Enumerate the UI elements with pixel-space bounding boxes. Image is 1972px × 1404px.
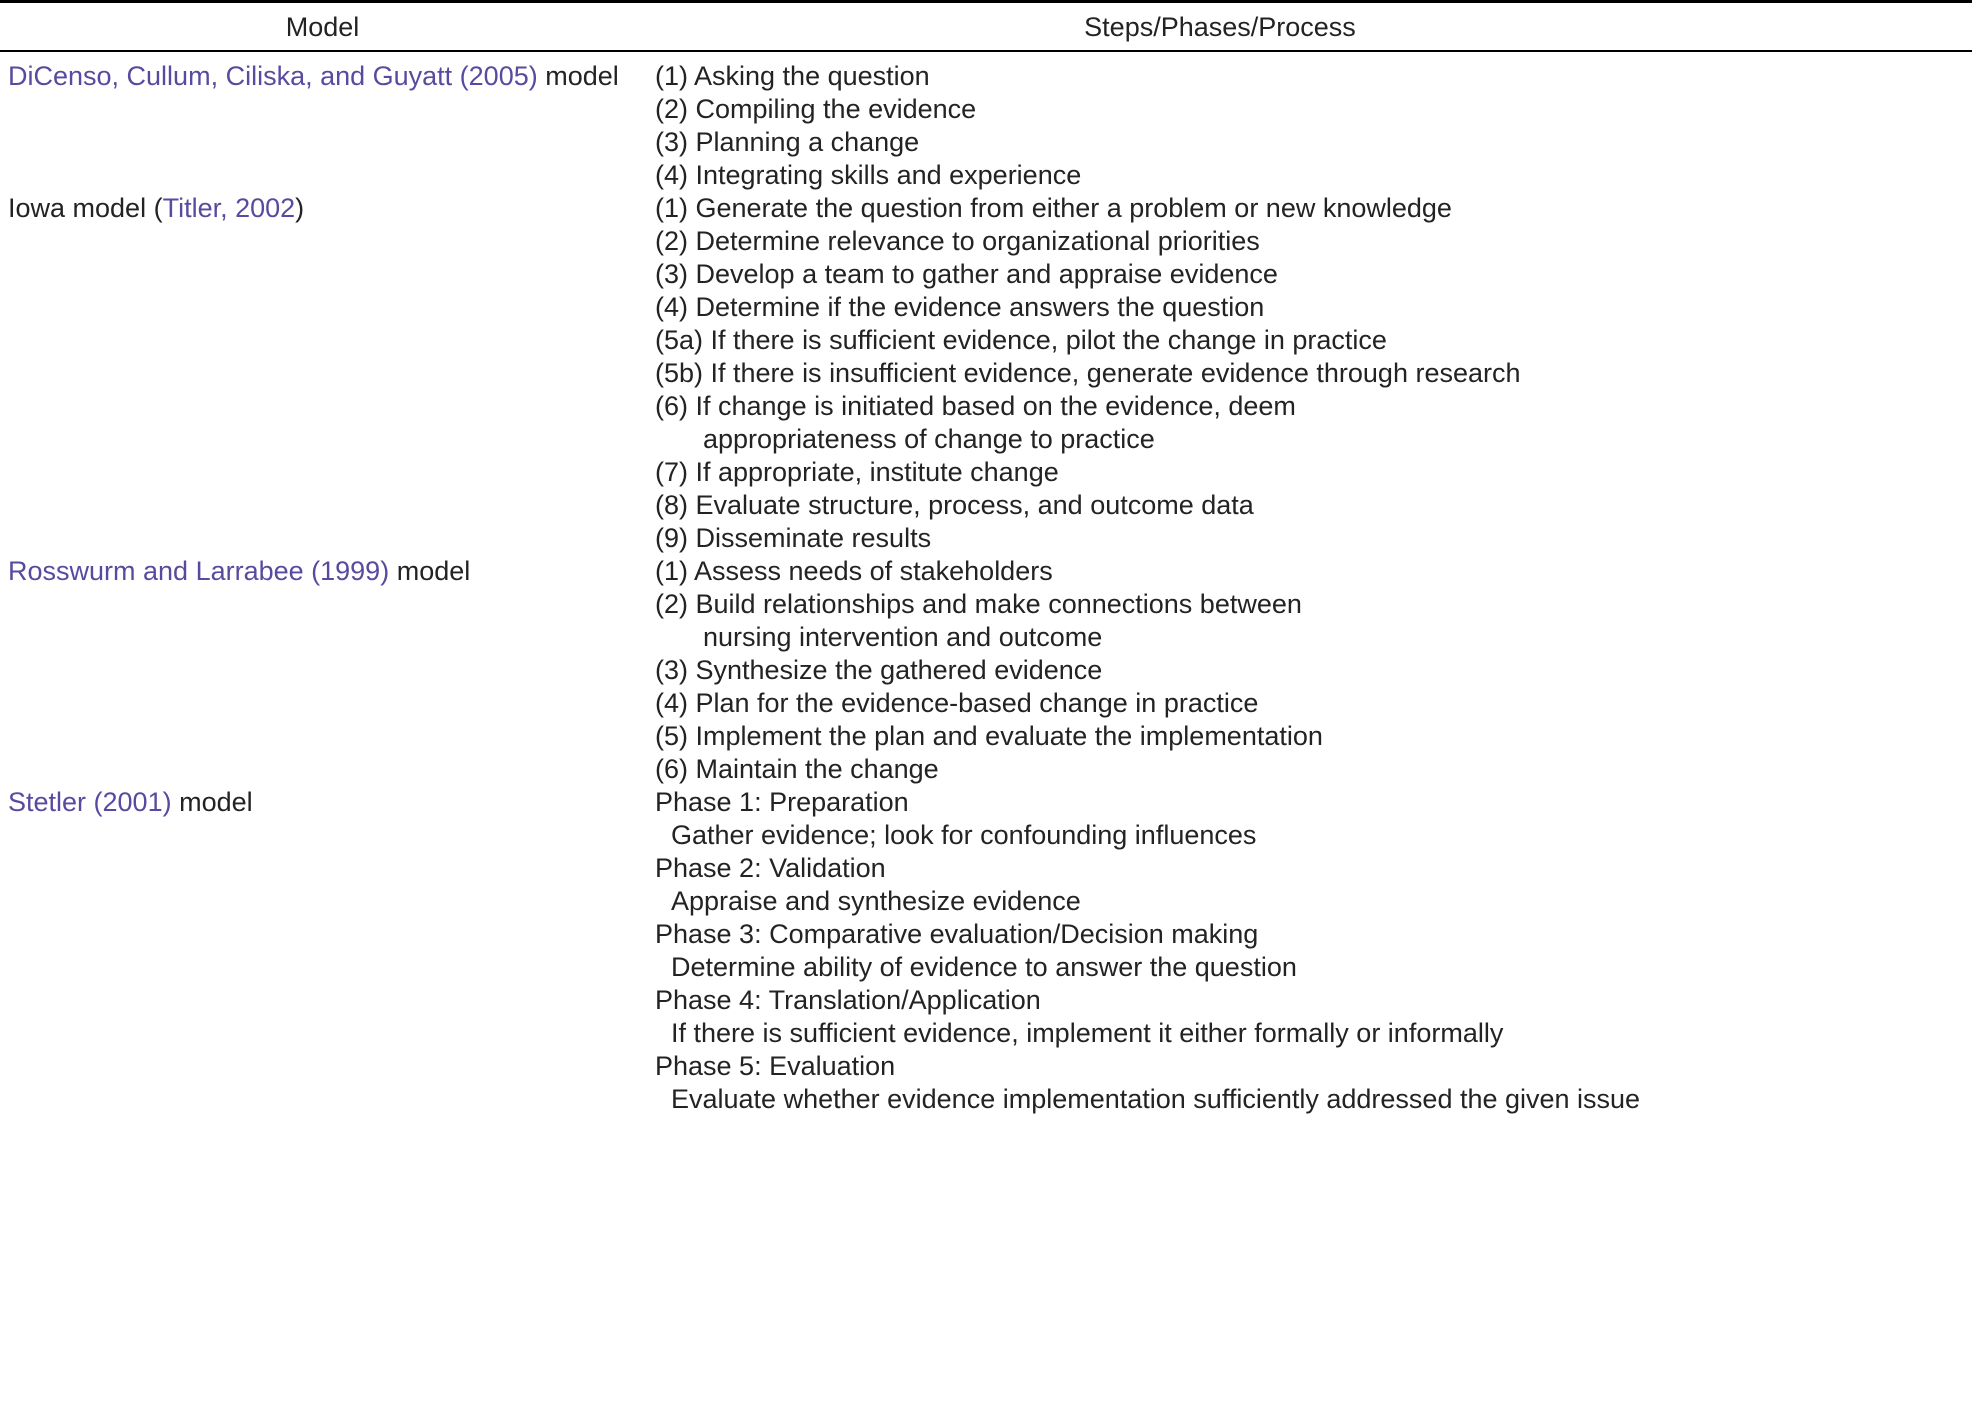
step-line: (3) Planning a change bbox=[655, 127, 920, 157]
phase-detail-line: Appraise and synthesize evidence bbox=[671, 886, 1081, 916]
phase-detail-line: Determine ability of evidence to answer the question bbox=[671, 952, 1297, 982]
step-line: (2) Build relationships and make connections between bbox=[655, 589, 1302, 619]
step-line-continuation: appropriateness of change to practice bbox=[703, 424, 1155, 454]
step-line: (7) If appropriate, institute change bbox=[655, 457, 1059, 487]
table-row bbox=[0, 786, 1972, 1116]
step-line: (1) Assess needs of stakeholders bbox=[655, 556, 1053, 586]
step-line-continuation: nursing intervention and outcome bbox=[703, 622, 1103, 652]
citation-link[interactable]: Stetler (2001) bbox=[8, 787, 172, 817]
table-body bbox=[0, 52, 1972, 1116]
table-row bbox=[0, 60, 1972, 192]
model-prefix: Iowa model ( bbox=[8, 193, 163, 223]
step-line: (1) Asking the question bbox=[655, 61, 930, 91]
model-cell bbox=[0, 786, 645, 819]
step-line: (5) Implement the plan and evaluate the implementation bbox=[655, 721, 1323, 751]
step-line: (6) Maintain the change bbox=[655, 754, 939, 784]
step-line: (1) Generate the question from either a problem or new knowledge bbox=[655, 193, 1452, 223]
step-line: (8) Evaluate structure, process, and outcome data bbox=[655, 490, 1254, 520]
phase-detail-line: If there is sufficient evidence, implement it either formally or informally bbox=[671, 1018, 1504, 1048]
table-row bbox=[0, 192, 1972, 555]
phase-line: Phase 3: Comparative evaluation/Decision making bbox=[655, 919, 1259, 949]
step-line: (4) Integrating skills and experience bbox=[655, 160, 1082, 190]
model-suffix: ) bbox=[295, 193, 305, 223]
phase-line: Phase 2: Validation bbox=[655, 853, 886, 883]
phase-detail-line: Gather evidence; look for confounding influences bbox=[671, 820, 1257, 850]
table-row bbox=[0, 555, 1972, 786]
model-cell bbox=[0, 60, 645, 93]
citation-link[interactable]: DiCenso, Cullum, Ciliska, and Guyatt (2005) bbox=[8, 61, 538, 91]
model-cell bbox=[0, 192, 645, 225]
step-line: (2) Determine relevance to organizational priorities bbox=[655, 226, 1260, 256]
citation-link[interactable]: Titler, 2002 bbox=[162, 193, 296, 223]
step-line: (3) Synthesize the gathered evidence bbox=[655, 655, 1103, 685]
model-suffix: model bbox=[537, 61, 619, 91]
step-line: (3) Develop a team to gather and appraise evidence bbox=[655, 259, 1278, 289]
column-header-steps: Steps/Phases/Process bbox=[1084, 12, 1356, 42]
model-suffix: model bbox=[389, 556, 471, 586]
step-line: (6) If change is initiated based on the evidence, deem bbox=[655, 391, 1296, 421]
step-line: (2) Compiling the evidence bbox=[655, 94, 977, 124]
step-line: (4) Plan for the evidence-based change in practice bbox=[655, 688, 1259, 718]
step-line: (4) Determine if the evidence answers the question bbox=[655, 292, 1265, 322]
step-line: (5a) If there is sufficient evidence, pilot the change in practice bbox=[655, 325, 1387, 355]
phase-line: Phase 4: Translation/Application bbox=[655, 985, 1041, 1015]
step-line: (5b) If there is insufficient evidence, generate evidence through research bbox=[655, 358, 1521, 388]
model-cell bbox=[0, 555, 645, 588]
column-header-model: Model bbox=[285, 12, 360, 42]
model-suffix: model bbox=[171, 787, 253, 817]
phase-line: Phase 1: Preparation bbox=[655, 787, 909, 817]
steps-cell bbox=[645, 192, 1972, 555]
phase-line: Phase 5: Evaluation bbox=[655, 1051, 896, 1081]
table-header-row bbox=[0, 0, 1972, 52]
phase-detail-line: Evaluate whether evidence implementation sufficiently addressed the given issue bbox=[671, 1084, 1641, 1114]
steps-cell bbox=[645, 60, 1972, 192]
steps-cell bbox=[645, 555, 1972, 786]
step-line: (9) Disseminate results bbox=[655, 523, 932, 553]
citation-link[interactable]: Rosswurm and Larrabee (1999) bbox=[8, 556, 390, 586]
steps-cell bbox=[645, 786, 1972, 1116]
